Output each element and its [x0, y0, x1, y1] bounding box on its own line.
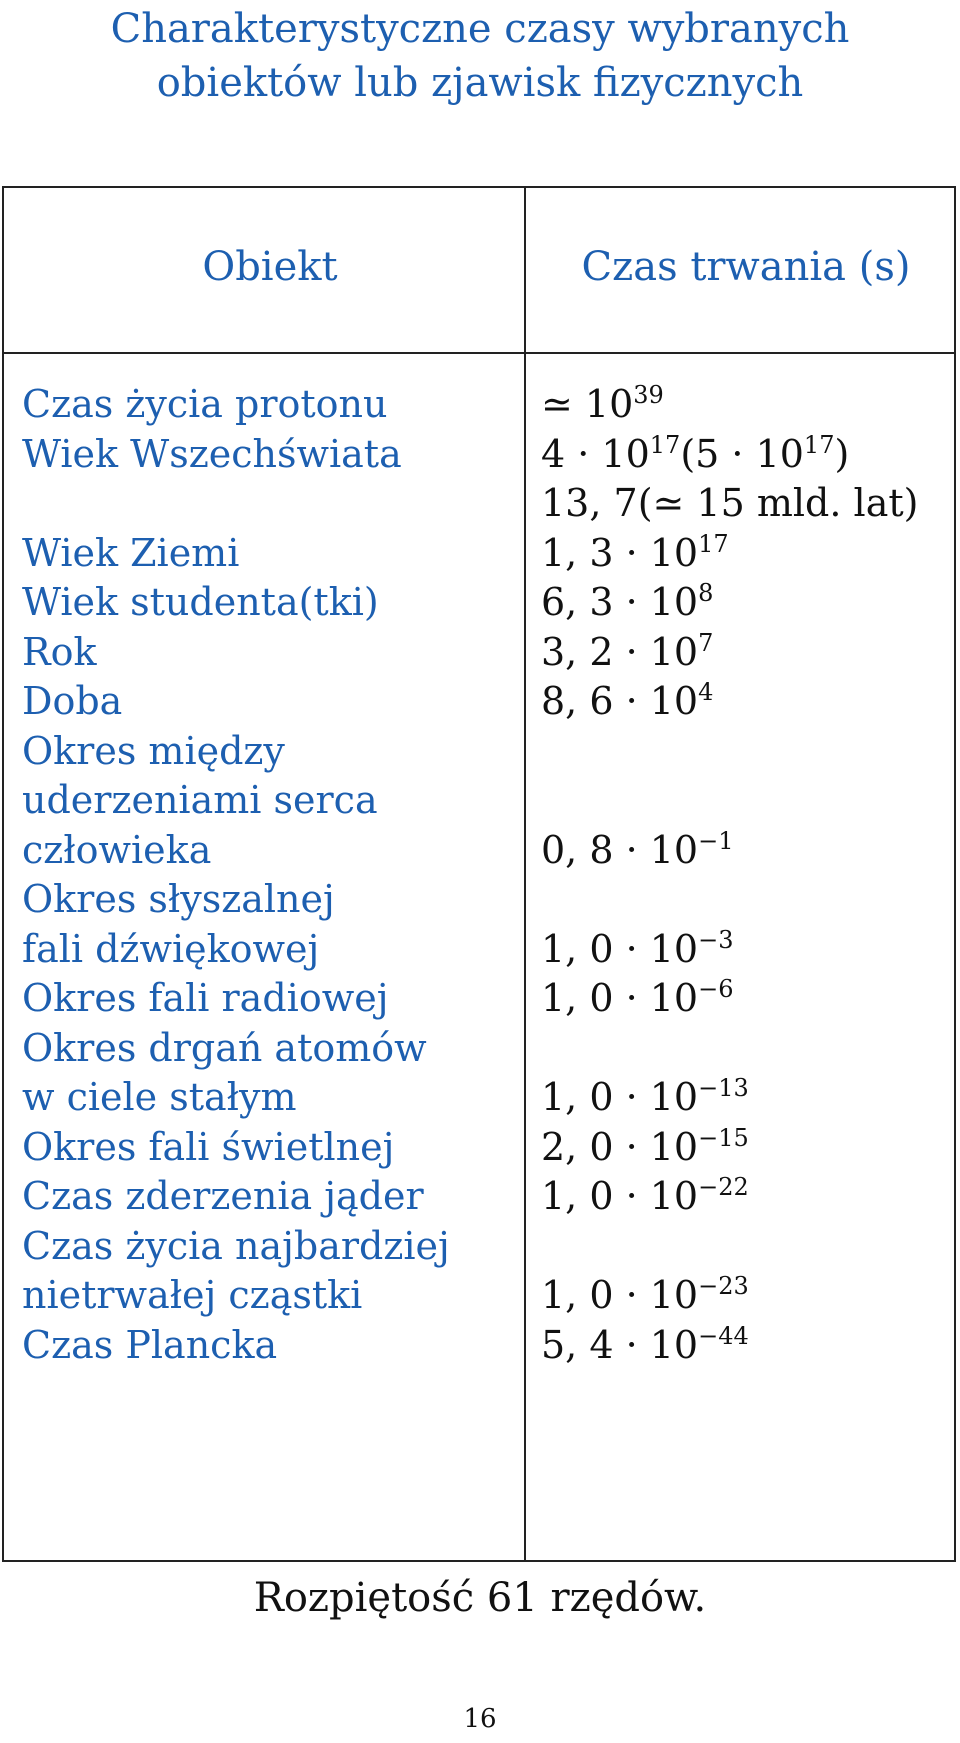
table-row: [0, 1219, 960, 1274]
row-duration: [541, 1169, 749, 1224]
row-duration: [541, 377, 664, 432]
table-row: [0, 1169, 960, 1224]
header-duration: Czas trwania (s): [581, 244, 911, 290]
row-object: Okres między: [22, 728, 285, 773]
duration-mantissa: 8, 6 · 10: [541, 679, 699, 723]
duration-mantissa: 6, 3 · 10: [541, 580, 699, 624]
row-object: Wiek studenta(tki): [22, 580, 379, 624]
table-row: [0, 971, 960, 1026]
row-object: Doba: [22, 679, 123, 723]
table-row: [0, 773, 960, 828]
row-object: Czas życia protonu: [22, 382, 388, 426]
table-row: [0, 1318, 960, 1373]
duration-exponent: −6: [698, 975, 734, 1003]
duration-exponent: 8: [698, 579, 714, 607]
duration-mantissa: 1, 0 · 10: [541, 976, 699, 1020]
table-row: [0, 625, 960, 680]
title-line-2: obiektów lub zjawisk fizycznych: [156, 60, 804, 106]
row-object: Okres słyszalnej: [22, 877, 335, 921]
row-duration: [541, 922, 734, 977]
duration-mantissa: 1, 0 · 10: [541, 926, 699, 971]
table-row: [0, 526, 960, 581]
duration-mantissa: 3, 2 · 10: [541, 629, 699, 674]
duration-mantissa: 1, 0 · 10: [541, 1075, 699, 1119]
duration-exponent: 4: [698, 678, 714, 706]
row-object: Czas życia najbardziej: [22, 1223, 450, 1268]
table-row: [0, 872, 960, 927]
row-duration: [541, 1318, 749, 1373]
table-row: [0, 377, 960, 432]
row-duration: [541, 1070, 749, 1125]
row-duration: [541, 526, 729, 581]
duration-exponent: −1: [698, 826, 734, 855]
row-duration: [541, 674, 713, 729]
duration-mantissa: 4 · 10: [541, 431, 650, 476]
duration-exponent: −3: [698, 925, 734, 954]
row-object: Rok: [22, 629, 97, 674]
table-row: [0, 1120, 960, 1175]
row-object: w ciele stałym: [22, 1075, 297, 1119]
row-duration: [541, 575, 713, 630]
duration-mantissa: 1, 0 · 10: [541, 1174, 699, 1218]
duration-mantissa: 5, 4 · 10: [541, 1322, 699, 1367]
duration-exponent: 17: [698, 529, 729, 558]
table-row: [0, 427, 960, 482]
summary-text: Rozpiętość 61 rzędów.: [253, 1575, 707, 1621]
duration-exponent-2: 17: [803, 430, 835, 459]
row-object: Okres fali radiowej: [22, 976, 389, 1020]
duration-text: 13, 7(≃ 15 mld. lat): [541, 481, 919, 525]
duration-exponent: 39: [633, 381, 664, 409]
row-duration: [541, 625, 713, 680]
row-object: Okres drgań atomów: [22, 1025, 427, 1070]
row-duration: [541, 427, 849, 482]
duration-exponent: −23: [698, 1272, 749, 1300]
duration-mantissa: ≃ 10: [541, 382, 634, 426]
duration-exponent: −22: [698, 1173, 749, 1201]
row-duration: [541, 823, 734, 878]
table-row: [0, 1070, 960, 1125]
table-header-divider: [2, 352, 956, 354]
row-duration: [541, 1268, 749, 1323]
row-duration: [541, 971, 734, 1026]
row-object: Czas zderzenia jąder: [22, 1174, 424, 1218]
duration-suffix: (5 · 10: [680, 431, 804, 476]
page-title: [0, 2, 960, 110]
duration-mantissa: 2, 0 · 10: [541, 1124, 699, 1169]
duration-mantissa: 0, 8 · 10: [541, 827, 699, 872]
row-object: Okres fali świetlnej: [22, 1124, 395, 1169]
table-row: [0, 922, 960, 977]
duration-exponent: 7: [698, 628, 714, 657]
table-row: [0, 1021, 960, 1076]
page-number: 16: [463, 1704, 497, 1734]
table-row: [0, 674, 960, 729]
duration-exponent: −44: [698, 1321, 749, 1350]
duration-mantissa: 1, 3 · 10: [541, 530, 699, 575]
duration-exponent: 17: [649, 430, 681, 459]
table-row: [0, 476, 960, 531]
row-duration: [541, 476, 918, 531]
row-object: Wiek Wszechświata: [22, 431, 402, 476]
table-row: [0, 724, 960, 779]
row-object: Wiek Ziemi: [22, 530, 240, 575]
table-row: [0, 1268, 960, 1323]
table-row: [0, 823, 960, 878]
row-object: uderzeniami serca: [22, 778, 378, 822]
title-line-1: Charakterystyczne czasy wybranych: [110, 6, 850, 52]
row-object: nietrwałej cząstki: [22, 1273, 363, 1317]
duration-mantissa: 1, 0 · 10: [541, 1273, 699, 1317]
row-object: fali dźwiękowej: [22, 926, 320, 971]
duration-suffix-2: ): [834, 431, 850, 476]
row-object: Czas Plancka: [22, 1322, 278, 1367]
table-row: [0, 575, 960, 630]
header-object: Obiekt: [202, 244, 338, 290]
duration-exponent: −13: [698, 1074, 749, 1102]
row-object: człowieka: [22, 827, 212, 872]
duration-exponent: −15: [698, 1123, 749, 1152]
row-duration: [541, 1120, 749, 1175]
